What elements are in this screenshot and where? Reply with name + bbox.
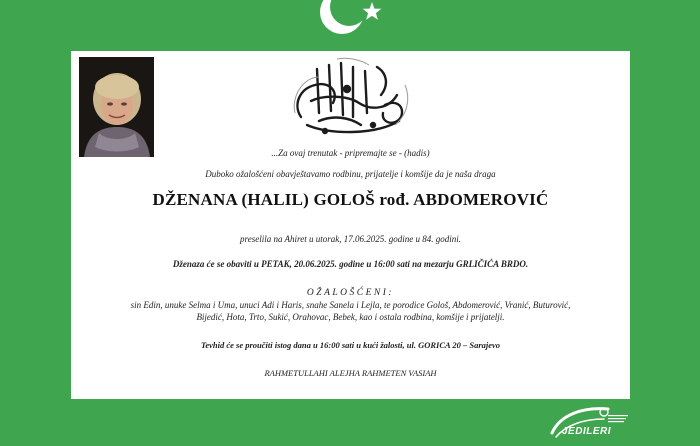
tevhid-info: Tevhid će se proučiti istog dana u 16:00 sati u kući žalosti, ul. GORICA 20 – Sarajevo — [200, 340, 501, 350]
arabic-calligraphy — [289, 55, 413, 141]
intro-text: Duboko ožalošćeni obavještavamo rodbinu, prijatelje i komšije da je naša draga — [205, 169, 496, 179]
crescent-star-icon — [318, 0, 390, 44]
logo-text: JEDILERI — [562, 426, 612, 437]
obituary-notice — [71, 51, 630, 399]
funeral-info: Dženaza će se obaviti u PETAK, 20.06.2025. godine u 16:00 sati na mezarju GRLIČIĆA BRDO. — [172, 259, 529, 269]
mourners-list-line: Bijedić, Hota, Trto, Sukić, Orahovac, Bebek, kao i ostala rodbina, komšije i prijatelji. — [196, 312, 505, 322]
closing-prayer: RAHMETULLAHI ALEJHA RAHMETEN VASIAH — [264, 368, 437, 378]
hadis-quote: ...Za ovaj trenutak - pripremajte se - (hadis) — [271, 148, 430, 158]
deceased-photo — [79, 57, 154, 157]
passed-away-text: preselila na Ahiret u utorak, 17.06.2025. godine u 84. godini. — [240, 234, 461, 244]
deceased-name: DŽENANA (HALIL) GOLOŠ rođ. ABDOMEROVIĆ — [152, 190, 549, 209]
mourners-heading: OŽALOŠĆENI: — [306, 288, 395, 298]
mourners-list-line: sin Edin, unuke Selma i Uma, unuci Adi i Haris, snahe Sanela i Lejla, te porodice Gološ, Abdomerović, Vranić, Buturović, — [130, 300, 571, 310]
